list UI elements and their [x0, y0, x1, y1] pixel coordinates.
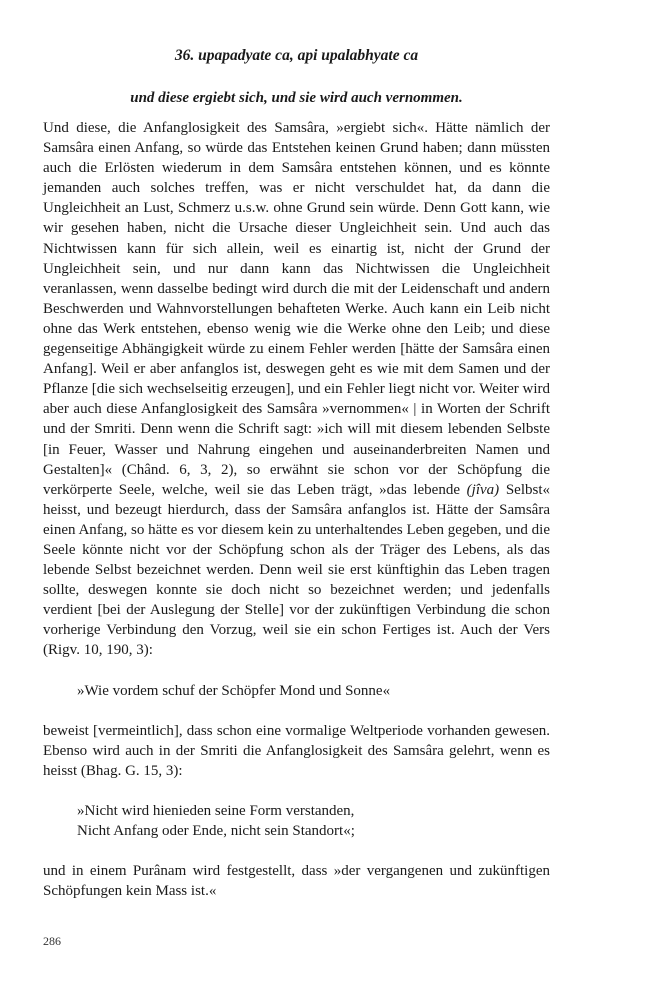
paragraph-1-text-a: Und diese, die Anfanglosigkeit des Samsâra, »ergiebt sich«. Hätte nämlich der Samsâra einen Anfang, so würde das Entstehen keinen Grund haben; dann müssten auch die Erlösten wiederum in dem Samsâra entstehen können, und es könnte jemanden auch solches treffen, was er nicht verschuldet hat, da dann die Ungleichheit an Lust, Schmerz u.s.w. ohne Grund sein würde. Denn Gott kann, wie wir gesehen haben, nicht die Ursache dieser Ungleichheit sein. Und auch das Nichtwissen kann für sich allein, weil es einartig ist, nicht der Grund der Ungleichheit sein, und nur dann kann das Nichtwissen die Ungleichheit veranlassen, wenn dasselbe bedingt wird durch die mit der Leidenschaft und andern Beschwerden und Wahnvorstellungen behafteten Werke. Auch kann ein Leib nicht ohne das Werk entstehen, ebenso wenig wie die Werke ohne den Leib; und diese gegenseitige Abhängigkeit würde zu einem Fehler werden [hätte der Samsâra einen Anfang]. Weil er aber anfanglos ist, deswegen geht es wie mit dem Samen und der Pflanze [die sich wechselseitig erzeugen], und ein Fehler liegt nicht vor. Weiter wird aber auch diese Anfanglosigkeit des Samsâra »vernommen« | in Worten der Schrift und der Smriti. Denn wenn die Schrift sagt: »ich will mit diesem lebenden Selbste [in Feuer, Wasser und Nahrung eingehen und auseinanderbreiten Namen und Gestalten]« (Chând. 6, 3, 2), so erwähnt sie schon vor der Schöpfung die verkörperte Seele, welche, weil sie das Leben trägt, »das lebende	[43, 120, 550, 498]
page-content	[43, 46, 550, 901]
body-paragraph-2: beweist [vermeintlich], dass schon eine vormalige Weltperiode vorhanden gewesen. Ebenso wird auch in der Smriti die Anfanglosigkeit des Samsâra gelehrt, wenn es heisst (Bhag. G. 15, 3):	[43, 722, 550, 779]
paragraph-1-text-b: Selbst« heisst, und bezeugt hierdurch, dass der Samsâra anfanglos ist. Hätte der Samsâra einen Anfang, so hätte es vor diesem kein zu unterhaltendes Leben gegeben, und die Seele könnte nicht vor der Schöpfung schon als der Träger des Lebens, als das lebende Selbst bezeichnet werden. Denn weil sie erst künftighin das Leben tragen sollte, deswegen konnte sie doch nicht so bezeichnet werden; und jedenfalls verdient [bei der Auslegung der Stelle] vor der zukünftigen Verbindung die schon vorherige Verbindung den Vorzug, weil sie ein schon Fertiges ist. Auch der Vers (Rigv. 10, 190, 3):	[43, 481, 551, 659]
italic-term-jiva: (jîva)	[466, 481, 500, 498]
body-paragraph-1	[43, 118, 550, 661]
quote-rigveda	[77, 681, 550, 701]
quote-bhagavadgita	[77, 801, 550, 841]
sutra-translation: und diese ergiebt sich, und sie wird auch vernommen.	[130, 90, 463, 106]
sutra-title: 36. upapadyate ca, api upalabhyate ca	[174, 47, 419, 64]
quote-1-line: »Wie vordem schuf der Schöpfer Mond und Sonne«	[77, 682, 391, 699]
quote-2-line-1: »Nicht wird hienieden seine Form verstanden,	[77, 802, 355, 819]
page-number: 286	[43, 934, 61, 948]
body-paragraph-3: und in einem Purânam wird festgestellt, dass »der vergangenen und zukünftigen Schöpfungen kein Mass ist.«	[43, 863, 550, 900]
quote-2-line-2: Nicht Anfang oder Ende, nicht sein Standort«;	[77, 823, 355, 839]
